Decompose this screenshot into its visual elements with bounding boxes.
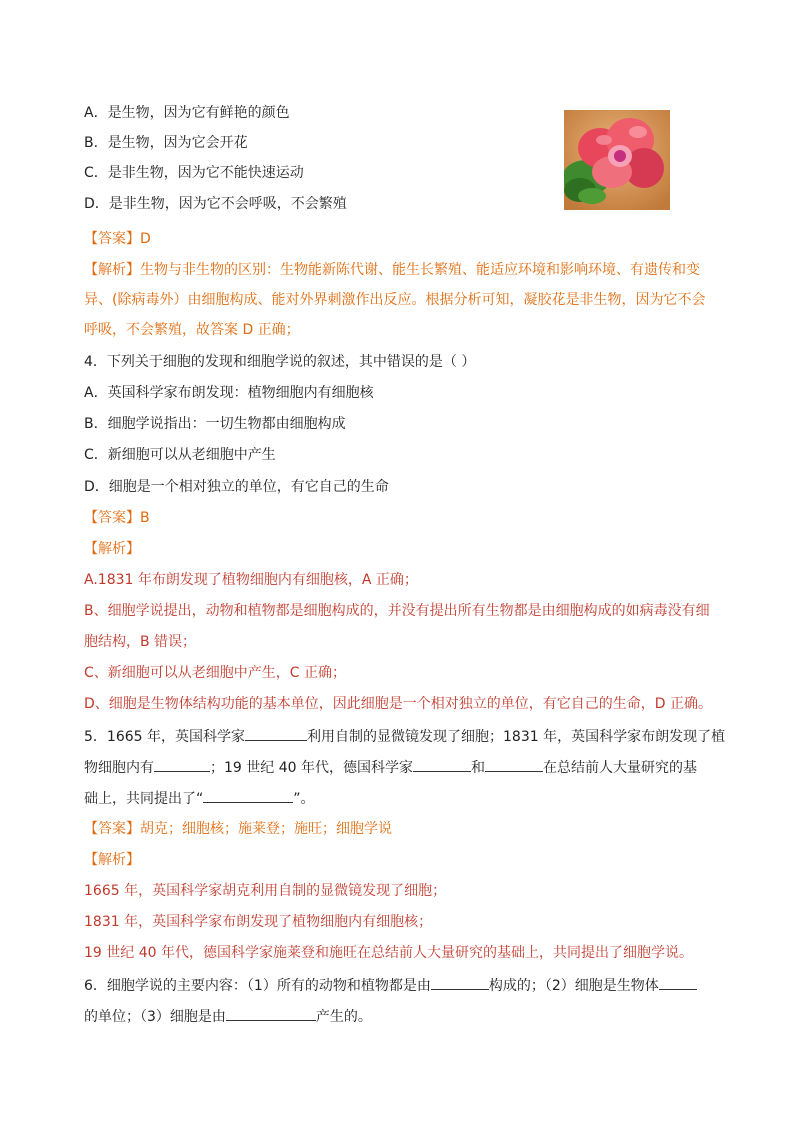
fill-blank[interactable] <box>154 757 210 772</box>
q4-option-a: A．英国科学家布朗发现：植物细胞内有细胞核 <box>84 385 374 401</box>
q6-line-2: 的单位；（3）细胞是由 产生的。 <box>84 1006 372 1027</box>
q3-option-b: B．是生物，因为它会开花 <box>84 135 248 151</box>
answer-label: 【答案】 <box>84 821 140 837</box>
q5-line-3: 础上，共同提出了“ ”。 <box>84 788 315 809</box>
q4-analysis-line-2: B、细胞学说提出，动物和植物都是细胞构成的，并没有提出所有生物都是由细胞构成的如病毒没有细 <box>84 603 710 619</box>
fill-blank[interactable] <box>431 975 489 990</box>
answer-label: 【答案】 <box>84 231 140 247</box>
q3-analysis-line-2: 异、(除病毒外）由细胞构成、能对外界刺激作出反应。根据分析可知，凝胶花是非生物，因为它不会 <box>84 292 706 308</box>
gel-flower-image <box>564 110 670 210</box>
q3-analysis-line-3: 呼吸，不会繁殖，故答案 D 正确； <box>84 322 300 338</box>
fill-blank[interactable] <box>485 757 543 772</box>
q5-analysis-line-3: 19 世纪 40 年代，德国科学家施莱登和施旺在总结前人大量研究的基础上，共同提出了细胞学说。 <box>84 945 693 961</box>
q4-option-d: D．细胞是一个相对独立的单位，有它自己的生命 <box>84 479 389 495</box>
q5-analysis-label: 【解析】 <box>84 852 140 868</box>
fill-blank[interactable] <box>226 1006 316 1021</box>
q5-line-1: 5．1665 年，英国科学家 利用自制的显微镜发现了细胞；1831 年，英国科学家布朗发现了植 <box>84 726 725 747</box>
q4-question: 4．下列关于细胞的发现和细胞学说的叙述，其中错误的是（ ） <box>84 354 476 370</box>
q4-analysis-line-1: A.1831 年布朗发现了植物细胞内有细胞核，A 正确； <box>84 572 418 588</box>
q4-analysis-label: 【解析】 <box>84 541 140 557</box>
q3-option-d: D．是非生物，因为它不会呼吸，不会繁殖 <box>84 196 347 212</box>
q3-analysis-line-1: 【解析】生物与非生物的区别：生物能新陈代谢、能生长繁殖、能适应环境和影响环境、有遗传和变 <box>84 262 700 278</box>
q5-analysis-line-1: 1665 年，英国科学家胡克利用自制的显微镜发现了细胞； <box>84 883 447 899</box>
q3-answer <box>84 229 151 249</box>
q4-option-c: C．新细胞可以从老细胞中产生 <box>84 447 276 463</box>
q4-analysis-line-5: D、细胞是生物体结构功能的基本单位，因此细胞是一个相对独立的单位，有它自己的生命，D 正确。 <box>84 696 713 712</box>
q4-answer <box>84 508 150 528</box>
q4-option-b: B．细胞学说指出：一切生物都由细胞构成 <box>84 416 346 432</box>
q6-line-1: 6．细胞学说的主要内容：（1）所有的动物和植物都是由 构成的；（2）细胞是生物体 <box>84 975 697 996</box>
answer-value: B <box>140 510 150 526</box>
q4-analysis-line-3: 胞结构，B 错误； <box>84 634 197 650</box>
q5-answer <box>84 819 392 839</box>
q3-option-a: A．是生物，因为它有鲜艳的颜色 <box>84 105 290 121</box>
answer-value: D <box>140 231 151 247</box>
fill-blank[interactable] <box>245 726 307 741</box>
q5-line-2: 物细胞内有 ；19 世纪 40 年代，德国科学家 和 在总结前人大量研究的基 <box>84 757 697 778</box>
analysis-label: 【解析】 <box>84 262 140 278</box>
fill-blank[interactable] <box>203 788 293 803</box>
fill-blank[interactable] <box>413 757 471 772</box>
fill-blank[interactable] <box>659 975 697 990</box>
answer-label: 【答案】 <box>84 510 140 526</box>
answer-value: 胡克；细胞核；施莱登；施旺；细胞学说 <box>140 821 392 837</box>
q5-analysis-line-2: 1831 年，英国科学家布朗发现了植物细胞内有细胞核； <box>84 914 433 930</box>
q4-analysis-line-4: C、新细胞可以从老细胞中产生，C 正确； <box>84 665 346 681</box>
q3-option-c: C．是非生物，因为它不能快速运动 <box>84 165 304 181</box>
